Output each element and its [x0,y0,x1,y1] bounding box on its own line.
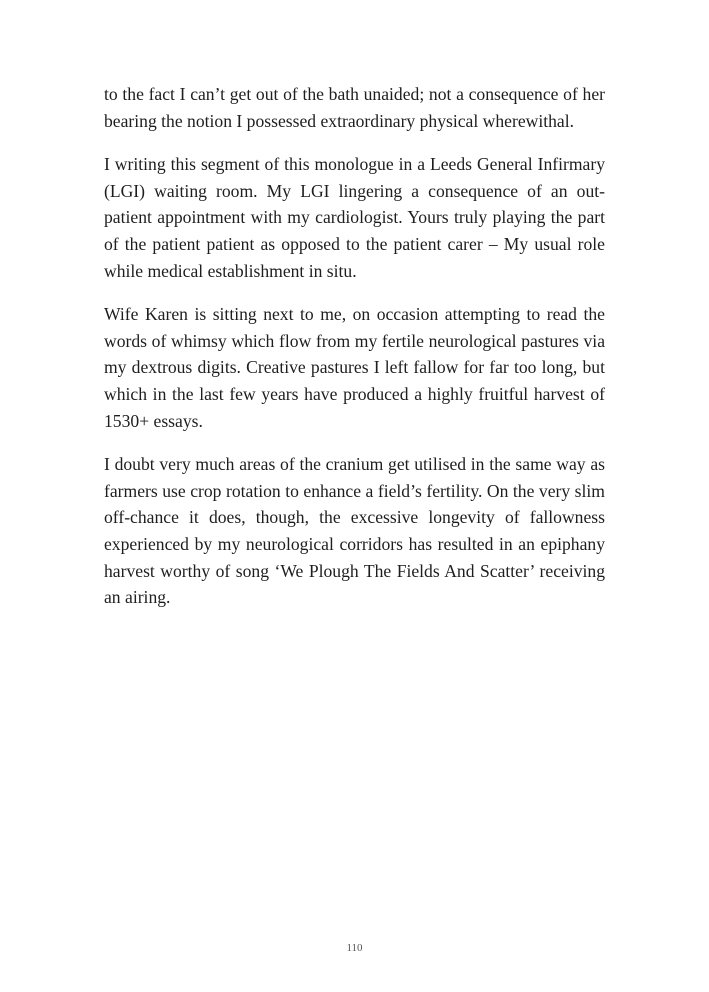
body-text [104,81,605,628]
paragraph-3: Wife Karen is sitting next to me, on occasion attempting to read the words of whimsy which flow from my fertile neurological pastures via my dextrous digits. Creative pastures I left fallow for far too long, but which in the last few years have produced a highly fruitful harvest of 1530+ essays. [104,304,605,431]
page-number: 110 [346,942,363,954]
paragraph-4: I doubt very much areas of the cranium get utilised in the same way as farmers use crop rotation to enhance a field’s fertility. On the very slim off-chance it does, though, the excessive longevity of fallowness experienced by my neurological corridors has resulted in an epiphany harvest worthy of song ‘We Plough The Fields And Scatter’ receiving an airing. [104,454,605,608]
paragraph-2: I writing this segment of this monologue in a Leeds General Infirmary (LGI) waiting room. My LGI lingering a consequence of an out-patient appointment with my cardiologist. Yours truly playing the part of the patient patient as opposed to the patient carer – My usual role while medical establishment in situ. [104,154,605,281]
paragraph-1: to the fact I can’t get out of the bath unaided; not a consequence of her bearing the notion I possessed extraordinary physical wherewithal. [104,84,605,131]
